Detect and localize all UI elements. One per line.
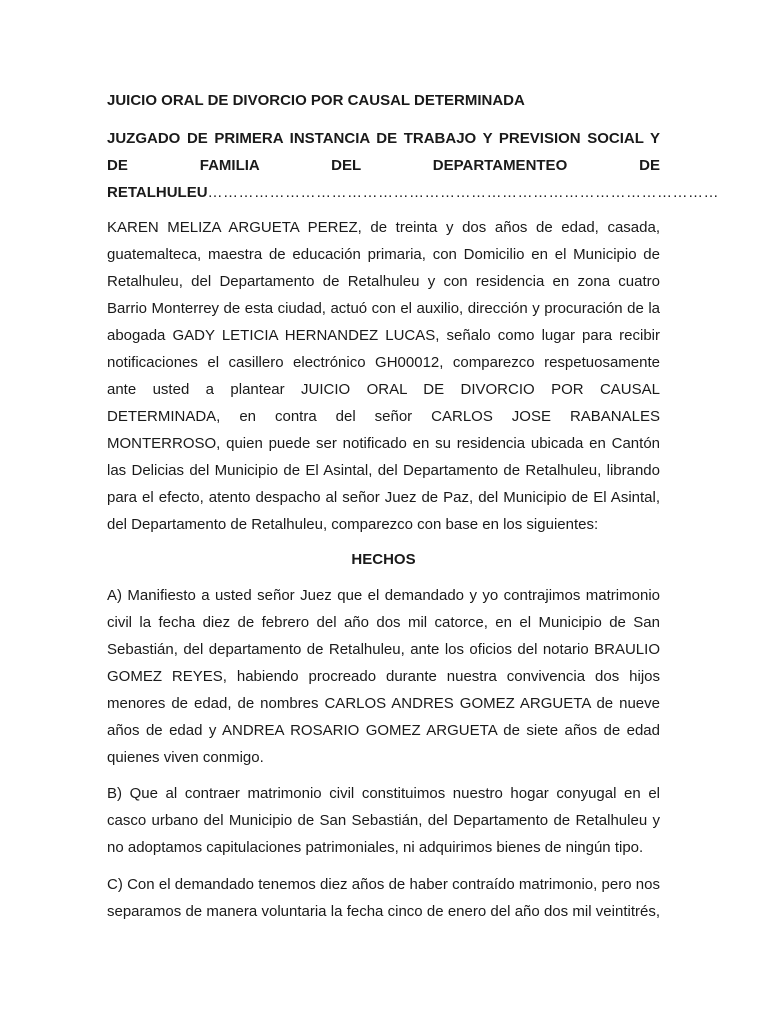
paragraph-b <box>107 781 660 862</box>
intro-line: guatemalteca, maestra de educación primaria, con Domicilio en el Municipio de <box>107 246 660 263</box>
intro-line: notificaciones el casillero electrónico GH00012, comparezco respetuosamente <box>107 354 660 371</box>
paragraph-b-line: no adoptamos capitulaciones patrimoniales, ni adquirimos bienes de ningún tipo. <box>107 839 644 856</box>
intro-line: Retalhuleu, del Departamento de Retalhuleu y con residencia en zona cuatro <box>107 273 660 290</box>
paragraph-a-line: Sebastián, del departamento de Retalhuleu, ante los oficios del notario BRAULIO <box>107 641 660 658</box>
paragraph-c-line: separamos de manera voluntaria la fecha cinco de enero del año dos mil veintitrés, <box>107 903 660 920</box>
intro-line: para el efecto, atento despacho al señor Juez de Paz, del Municipio de El Asintal, <box>107 489 660 506</box>
intro-line: DETERMINADA, en contra del señor CARLOS JOSE RABANALES <box>107 408 660 425</box>
court-addressee <box>107 125 720 206</box>
paragraph-b-line: casco urbano del Municipio de San Sebastián, del Departamento de Retalhuleu y <box>107 812 660 829</box>
paragraph-c <box>107 872 660 926</box>
intro-line: Barrio Monterrey de esta ciudad, actuó con el auxilio, dirección y procuración de la <box>107 300 660 317</box>
court-line-1: JUZGADO DE PRIMERA INSTANCIA DE TRABAJO Y PREVISION SOCIAL Y <box>107 130 660 147</box>
paragraph-a-line: años de edad y ANDREA ROSARIO GOMEZ ARGUETA de siete años de edad <box>107 722 660 739</box>
paragraph-a-line: quienes viven conmigo. <box>107 749 264 766</box>
intro-line: ante usted a plantear JUICIO ORAL DE DIVORCIO POR CAUSAL <box>107 381 660 398</box>
intro-paragraph <box>107 215 660 539</box>
paragraph-b-line: B) Que al contraer matrimonio civil constituimos nuestro hogar conyugal en el <box>107 785 660 802</box>
intro-line: MONTERROSO, quien puede ser notificado en su residencia ubicada en Cantón <box>107 435 660 452</box>
intro-line: del Departamento de Retalhuleu, comparezco con base en los siguientes: <box>107 516 599 533</box>
paragraph-a-line: civil la fecha diez de febrero del año dos mil catorce, en el Municipio de San <box>107 614 660 631</box>
paragraph-a-line: GOMEZ REYES, habiendo procreado durante nuestra convivencia dos hijos <box>107 668 660 685</box>
paragraph-c-line: C) Con el demandado tenemos diez años de haber contraído matrimonio, pero nos <box>107 876 660 893</box>
court-dots: ……………………………………………………………………………………… <box>207 184 720 201</box>
intro-line: las Delicias del Municipio de El Asintal, del Departamento de Retalhuleu, librando <box>107 462 660 479</box>
intro-line: abogada GADY LETICIA HERNANDEZ LUCAS, señalo como lugar para recibir <box>107 327 660 344</box>
paragraph-a-line: menores de edad, de nombres CARLOS ANDRES GOMEZ ARGUETA de nueve <box>107 695 660 712</box>
court-line-3-text: RETALHULEU <box>107 184 208 201</box>
paragraph-a-line: A) Manifiesto a usted señor Juez que el demandado y yo contrajimos matrimonio <box>107 587 660 604</box>
paragraph-a <box>107 583 660 772</box>
document-title: JUICIO ORAL DE DIVORCIO POR CAUSAL DETERMINADA <box>107 92 525 109</box>
court-line-2: DE FAMILIA DEL DEPARTAMENTEO DE <box>107 157 660 174</box>
section-heading-hechos: HECHOS <box>351 551 416 568</box>
court-line-3 <box>107 179 720 206</box>
intro-line: KAREN MELIZA ARGUETA PEREZ, de treinta y dos años de edad, casada, <box>107 219 660 236</box>
